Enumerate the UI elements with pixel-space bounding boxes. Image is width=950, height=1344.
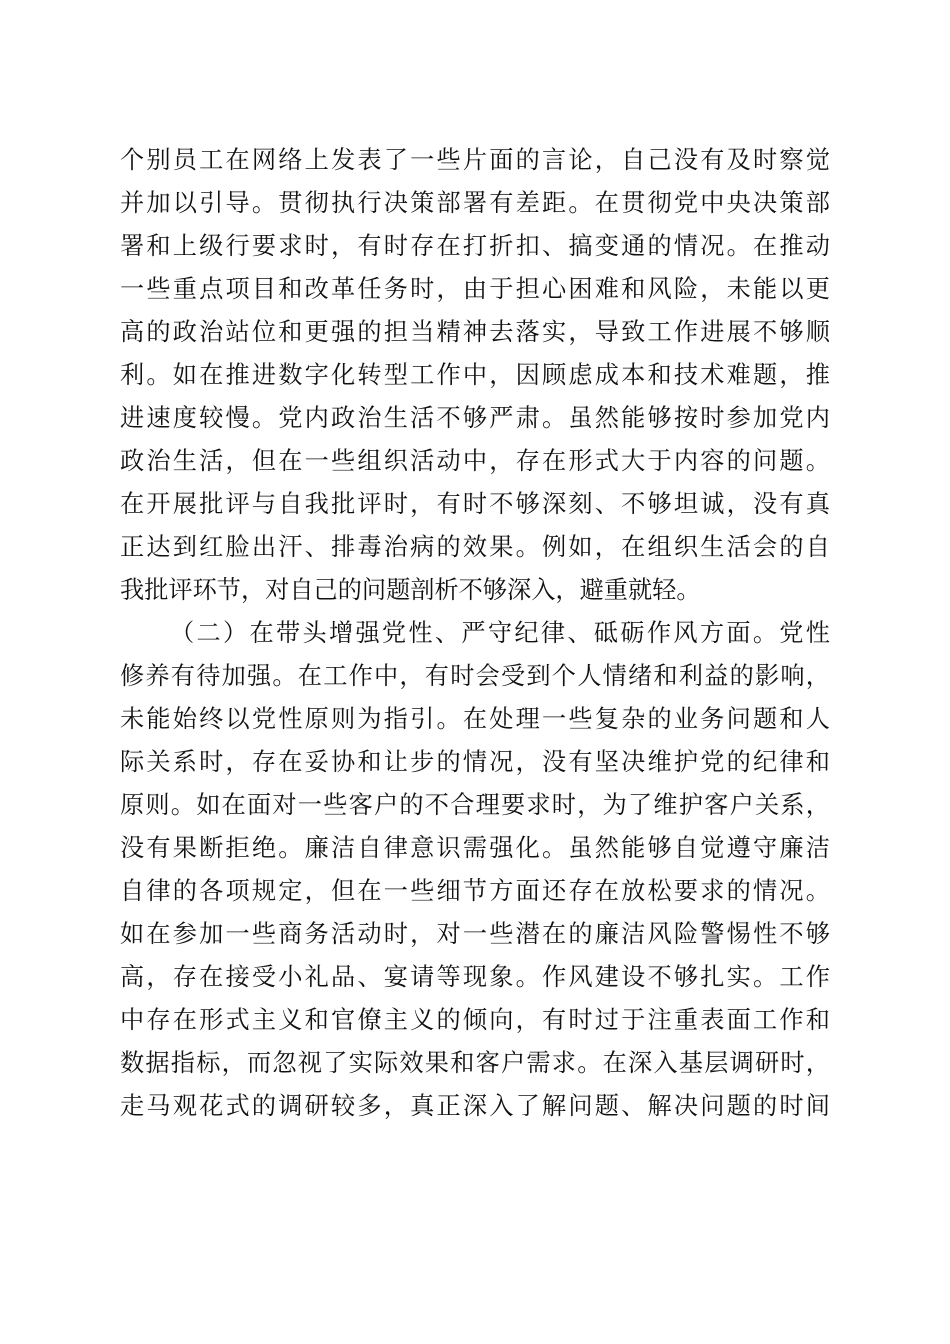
paragraph-1-line: 利。如在推进数字化转型工作中，因顾虑成本和技术难题，推 bbox=[120, 361, 830, 389]
paragraph-1-line: 并加以引导。贯彻执行决策部署有差距。在贯彻党中央决策部 bbox=[120, 189, 830, 217]
paragraph-2-line: 走马观花式的调研较多，真正深入了解问题、解决问题的时间 bbox=[120, 1092, 830, 1120]
paragraph-2-line: 自律的各项规定，但在一些细节方面还存在放松要求的情况。 bbox=[120, 877, 830, 905]
paragraph-2-line: 中存在形式主义和官僚主义的倾向，有时过于注重表面工作和 bbox=[120, 1006, 830, 1034]
section-heading-line: （二）在带头增强党性、严守纪律、砥砺作风方面。党性 bbox=[170, 619, 830, 647]
paragraph-1-line: 在开展批评与自我批评时，有时不够深刻、不够坦诚，没有真 bbox=[120, 490, 830, 518]
paragraph-1-line: 署和上级行要求时，有时存在打折扣、搞变通的情况。在推动 bbox=[120, 232, 830, 260]
paragraph-2-line: 修养有待加强。在工作中，有时会受到个人情绪和利益的影响， bbox=[120, 662, 830, 690]
paragraph-1-line: 我批评环节，对自己的问题剖析不够深入，避重就轻。 bbox=[120, 576, 701, 604]
paragraph-2-line: 际关系时，存在妥协和让步的情况，没有坚决维护党的纪律和 bbox=[120, 748, 830, 776]
paragraph-1-line: 正达到红脸出汗、排毒治病的效果。例如，在组织生活会的自 bbox=[120, 533, 830, 561]
paragraph-2-line: 如在参加一些商务活动时，对一些潜在的廉洁风险警惕性不够 bbox=[120, 920, 830, 948]
paragraph-1-line: 个别员工在网络上发表了一些片面的言论，自己没有及时察觉 bbox=[120, 146, 830, 174]
paragraph-2-line: 高，存在接受小礼品、宴请等现象。作风建设不够扎实。工作 bbox=[120, 963, 830, 991]
paragraph-1-line: 进速度较慢。党内政治生活不够严肃。虽然能够按时参加党内 bbox=[120, 404, 830, 432]
paragraph-1-line: 高的政治站位和更强的担当精神去落实，导致工作进展不够顺 bbox=[120, 318, 830, 346]
paragraph-2-line: 没有果断拒绝。廉洁自律意识需强化。虽然能够自觉遵守廉洁 bbox=[120, 834, 830, 862]
paragraph-2-line: 未能始终以党性原则为指引。在处理一些复杂的业务问题和人 bbox=[120, 705, 830, 733]
paragraph-1-line: 政治生活，但在一些组织活动中，存在形式大于内容的问题。 bbox=[120, 447, 830, 475]
paragraph-1-line: 一些重点项目和改革任务时，由于担心困难和风险，未能以更 bbox=[120, 275, 830, 303]
paragraph-2-line: 原则。如在面对一些客户的不合理要求时，为了维护客户关系， bbox=[120, 791, 830, 819]
paragraph-2-line: 数据指标，而忽视了实际效果和客户需求。在深入基层调研时， bbox=[120, 1049, 830, 1077]
